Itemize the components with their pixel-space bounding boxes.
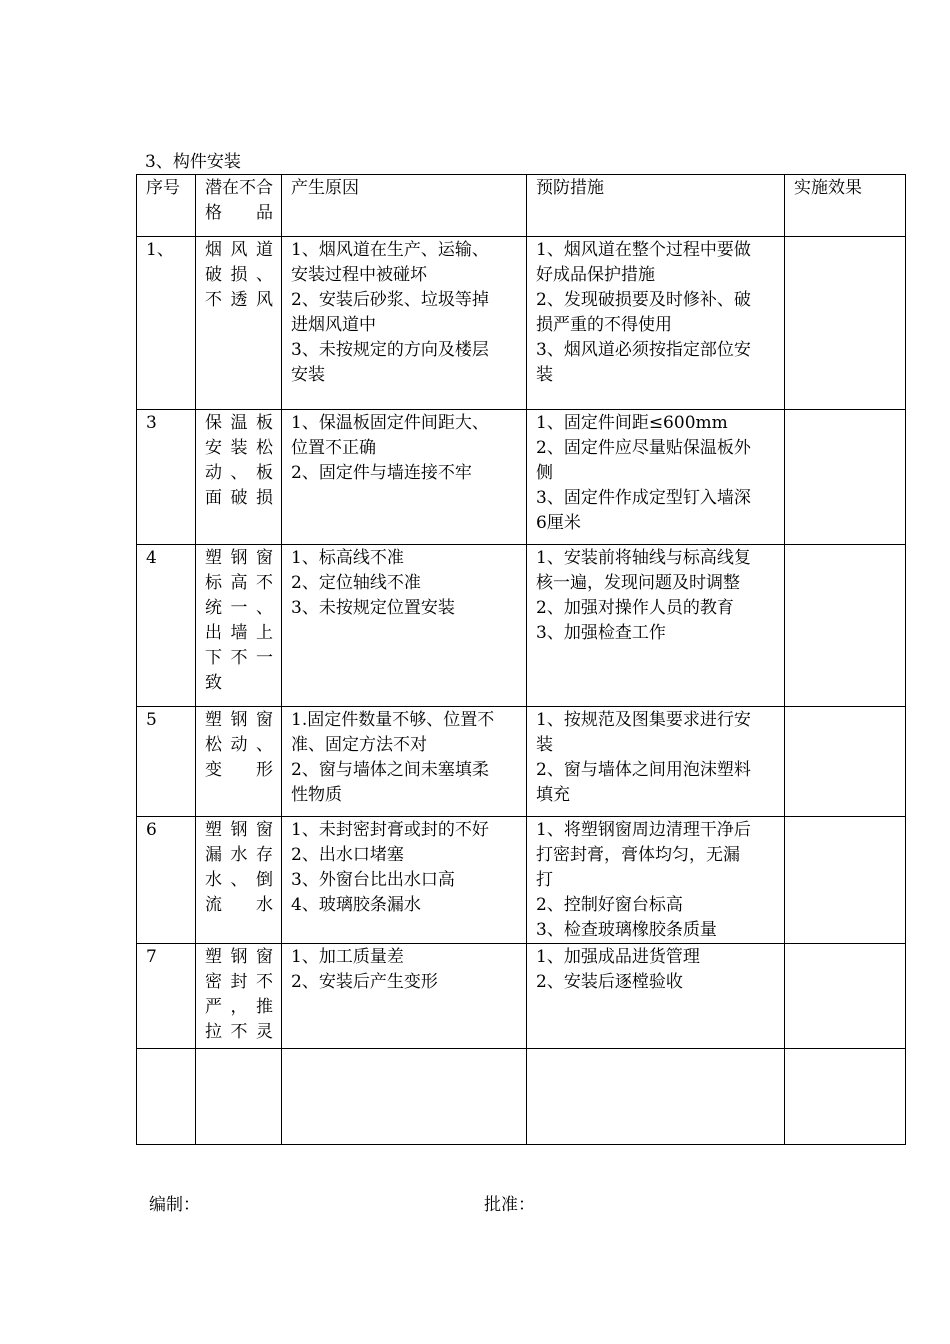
cell-prevention (527, 1049, 785, 1145)
header-seq: 序号 (137, 175, 196, 237)
header-prevention: 预防措施 (527, 175, 785, 237)
cell-line: 3、未按规定位置安装 (291, 598, 455, 618)
cell-line: 密封不 (205, 972, 273, 992)
cell-line: 烟风道 (205, 240, 273, 260)
cell-prevention (527, 817, 785, 944)
cell-line: 打密封膏，膏体均匀，无漏 (536, 845, 740, 865)
cell-line: 下不一 (205, 648, 273, 668)
section-title: 3、构件安装 (145, 152, 241, 172)
cell-cause (282, 817, 527, 944)
cell-prevention (527, 707, 785, 817)
cell-seq: 3 (137, 410, 196, 545)
table-row (137, 1049, 906, 1145)
cell-line: 2、定位轴线不准 (291, 573, 421, 593)
cell-line: 2、固定件应尽量贴保温板外 (536, 438, 751, 458)
cell-line: 动、板 (205, 463, 273, 483)
cell-line: 漏水存 (205, 845, 273, 865)
cell-line: 安装松 (205, 438, 273, 458)
cell-seq: 7 (137, 944, 196, 1049)
cell-cause (282, 944, 527, 1049)
cell-line: 准、固定方法不对 (291, 735, 427, 755)
cell-line: 塑钢窗 (205, 548, 273, 568)
cell-line: 2、发现破损要及时修补、破 (536, 290, 751, 310)
cell-line: 2、控制好窗台标高 (536, 895, 683, 915)
cell-effect (785, 545, 906, 707)
cell-line: 装 (536, 735, 553, 755)
cell-line: 3、检查玻璃橡胶条质量 (536, 920, 717, 940)
cell-line: 3、加强检查工作 (536, 623, 666, 643)
cell-defect (196, 707, 282, 817)
cell-line: 3、未按规定的方向及楼层 (291, 340, 489, 360)
cell-line: 面破损 (205, 488, 273, 508)
cell-seq: 1、 (137, 237, 196, 410)
cell-line: 打 (536, 870, 553, 890)
table-row (137, 944, 906, 1049)
cell-line: 松动、 (205, 735, 273, 755)
cell-line: 1、标高线不准 (291, 548, 404, 568)
header-defect: 潜在不合格品 (196, 175, 282, 237)
approved-by-label: 批准： (484, 1195, 535, 1215)
cell-line: 侧 (536, 463, 553, 483)
cell-line: 拉不灵 (205, 1022, 273, 1042)
table-row (137, 817, 906, 944)
cell-line: 1、加强成品进货管理 (536, 947, 700, 967)
cell-line: 2、安装后逐樘验收 (536, 972, 683, 992)
cell-line: 1、加工质量差 (291, 947, 404, 967)
cell-line: 1、未封密封膏或封的不好 (291, 820, 489, 840)
cell-line: 2、安装后产生变形 (291, 972, 438, 992)
cell-prevention (527, 944, 785, 1049)
cell-effect (785, 410, 906, 545)
cell-line: 2、加强对操作人员的教育 (536, 598, 734, 618)
cell-line: 1.固定件数量不够、位置不 (291, 710, 495, 730)
cell-effect (785, 237, 906, 410)
cell-line: 塑钢窗 (205, 947, 273, 967)
cell-line: 流水 (205, 895, 273, 915)
cell-line: 塑钢窗 (205, 710, 273, 730)
cell-line: 6厘米 (536, 513, 581, 533)
compiled-by-label: 编制： (149, 1195, 200, 1215)
cell-line: 2、出水口堵塞 (291, 845, 404, 865)
cell-line: 性物质 (291, 785, 342, 805)
cell-seq: 4 (137, 545, 196, 707)
cell-seq (137, 1049, 196, 1145)
cell-line: 填充 (536, 785, 570, 805)
cell-line: 致 (205, 673, 222, 693)
cell-line: 2、固定件与墙连接不牢 (291, 463, 472, 483)
cell-effect (785, 817, 906, 944)
cell-defect (196, 237, 282, 410)
cell-defect (196, 1049, 282, 1145)
cell-line: 严，推 (205, 997, 273, 1017)
cell-line: 4、玻璃胶条漏水 (291, 895, 421, 915)
header-effect: 实施效果 (785, 175, 906, 237)
cell-line: 1、烟风道在整个过程中要做 (536, 240, 751, 260)
cell-line: 出墙上 (205, 623, 273, 643)
cell-cause (282, 545, 527, 707)
cell-line: 好成品保护措施 (536, 265, 655, 285)
cell-line: 2、安装后砂浆、垃圾等掉 (291, 290, 489, 310)
cell-seq: 6 (137, 817, 196, 944)
defect-prevention-table (136, 174, 906, 1145)
cell-line: 安装过程中被碰坏 (291, 265, 427, 285)
table-row (137, 410, 906, 545)
cell-line: 1、固定件间距≤600mm (536, 413, 728, 433)
cell-line: 塑钢窗 (205, 820, 273, 840)
cell-line: 损严重的不得使用 (536, 315, 672, 335)
cell-defect (196, 545, 282, 707)
cell-line: 统一、 (205, 598, 273, 618)
table-row (137, 545, 906, 707)
cell-effect (785, 944, 906, 1049)
cell-line: 2、窗与墙体之间用泡沫塑料 (536, 760, 751, 780)
cell-seq: 5 (137, 707, 196, 817)
header-cause: 产生原因 (282, 175, 527, 237)
cell-line: 装 (536, 365, 553, 385)
cell-line: 核一遍，发现问题及时调整 (536, 573, 740, 593)
cell-line: 2、窗与墙体之间未塞填柔 (291, 760, 489, 780)
cell-line: 1、将塑钢窗周边清理干净后 (536, 820, 751, 840)
cell-cause (282, 410, 527, 545)
cell-defect (196, 410, 282, 545)
cell-effect (785, 1049, 906, 1145)
cell-defect (196, 944, 282, 1049)
cell-line: 1、按规范及图集要求进行安 (536, 710, 751, 730)
cell-prevention (527, 237, 785, 410)
table-row (137, 237, 906, 410)
cell-line: 变形 (205, 760, 273, 780)
table-header-row (137, 175, 906, 237)
cell-line: 标高不 (205, 573, 273, 593)
table-row (137, 707, 906, 817)
cell-line: 保温板 (205, 413, 273, 433)
cell-line: 位置不正确 (291, 438, 376, 458)
cell-line: 3、外窗台比出水口高 (291, 870, 455, 890)
cell-line: 1、保温板固定件间距大、 (291, 413, 489, 433)
cell-line: 1、安装前将轴线与标高线复 (536, 548, 751, 568)
cell-line: 3、烟风道必须按指定部位安 (536, 340, 751, 360)
cell-line: 安装 (291, 365, 325, 385)
cell-line: 3、固定件作成定型钉入墙深 (536, 488, 751, 508)
cell-cause (282, 237, 527, 410)
cell-cause (282, 707, 527, 817)
cell-line: 不透风 (205, 290, 273, 310)
cell-prevention (527, 410, 785, 545)
cell-effect (785, 707, 906, 817)
cell-defect (196, 817, 282, 944)
cell-line: 1、烟风道在生产、运输、 (291, 240, 489, 260)
cell-cause (282, 1049, 527, 1145)
cell-line: 水、倒 (205, 870, 273, 890)
cell-prevention (527, 545, 785, 707)
cell-line: 破损、 (205, 265, 273, 285)
cell-line: 进烟风道中 (291, 315, 376, 335)
